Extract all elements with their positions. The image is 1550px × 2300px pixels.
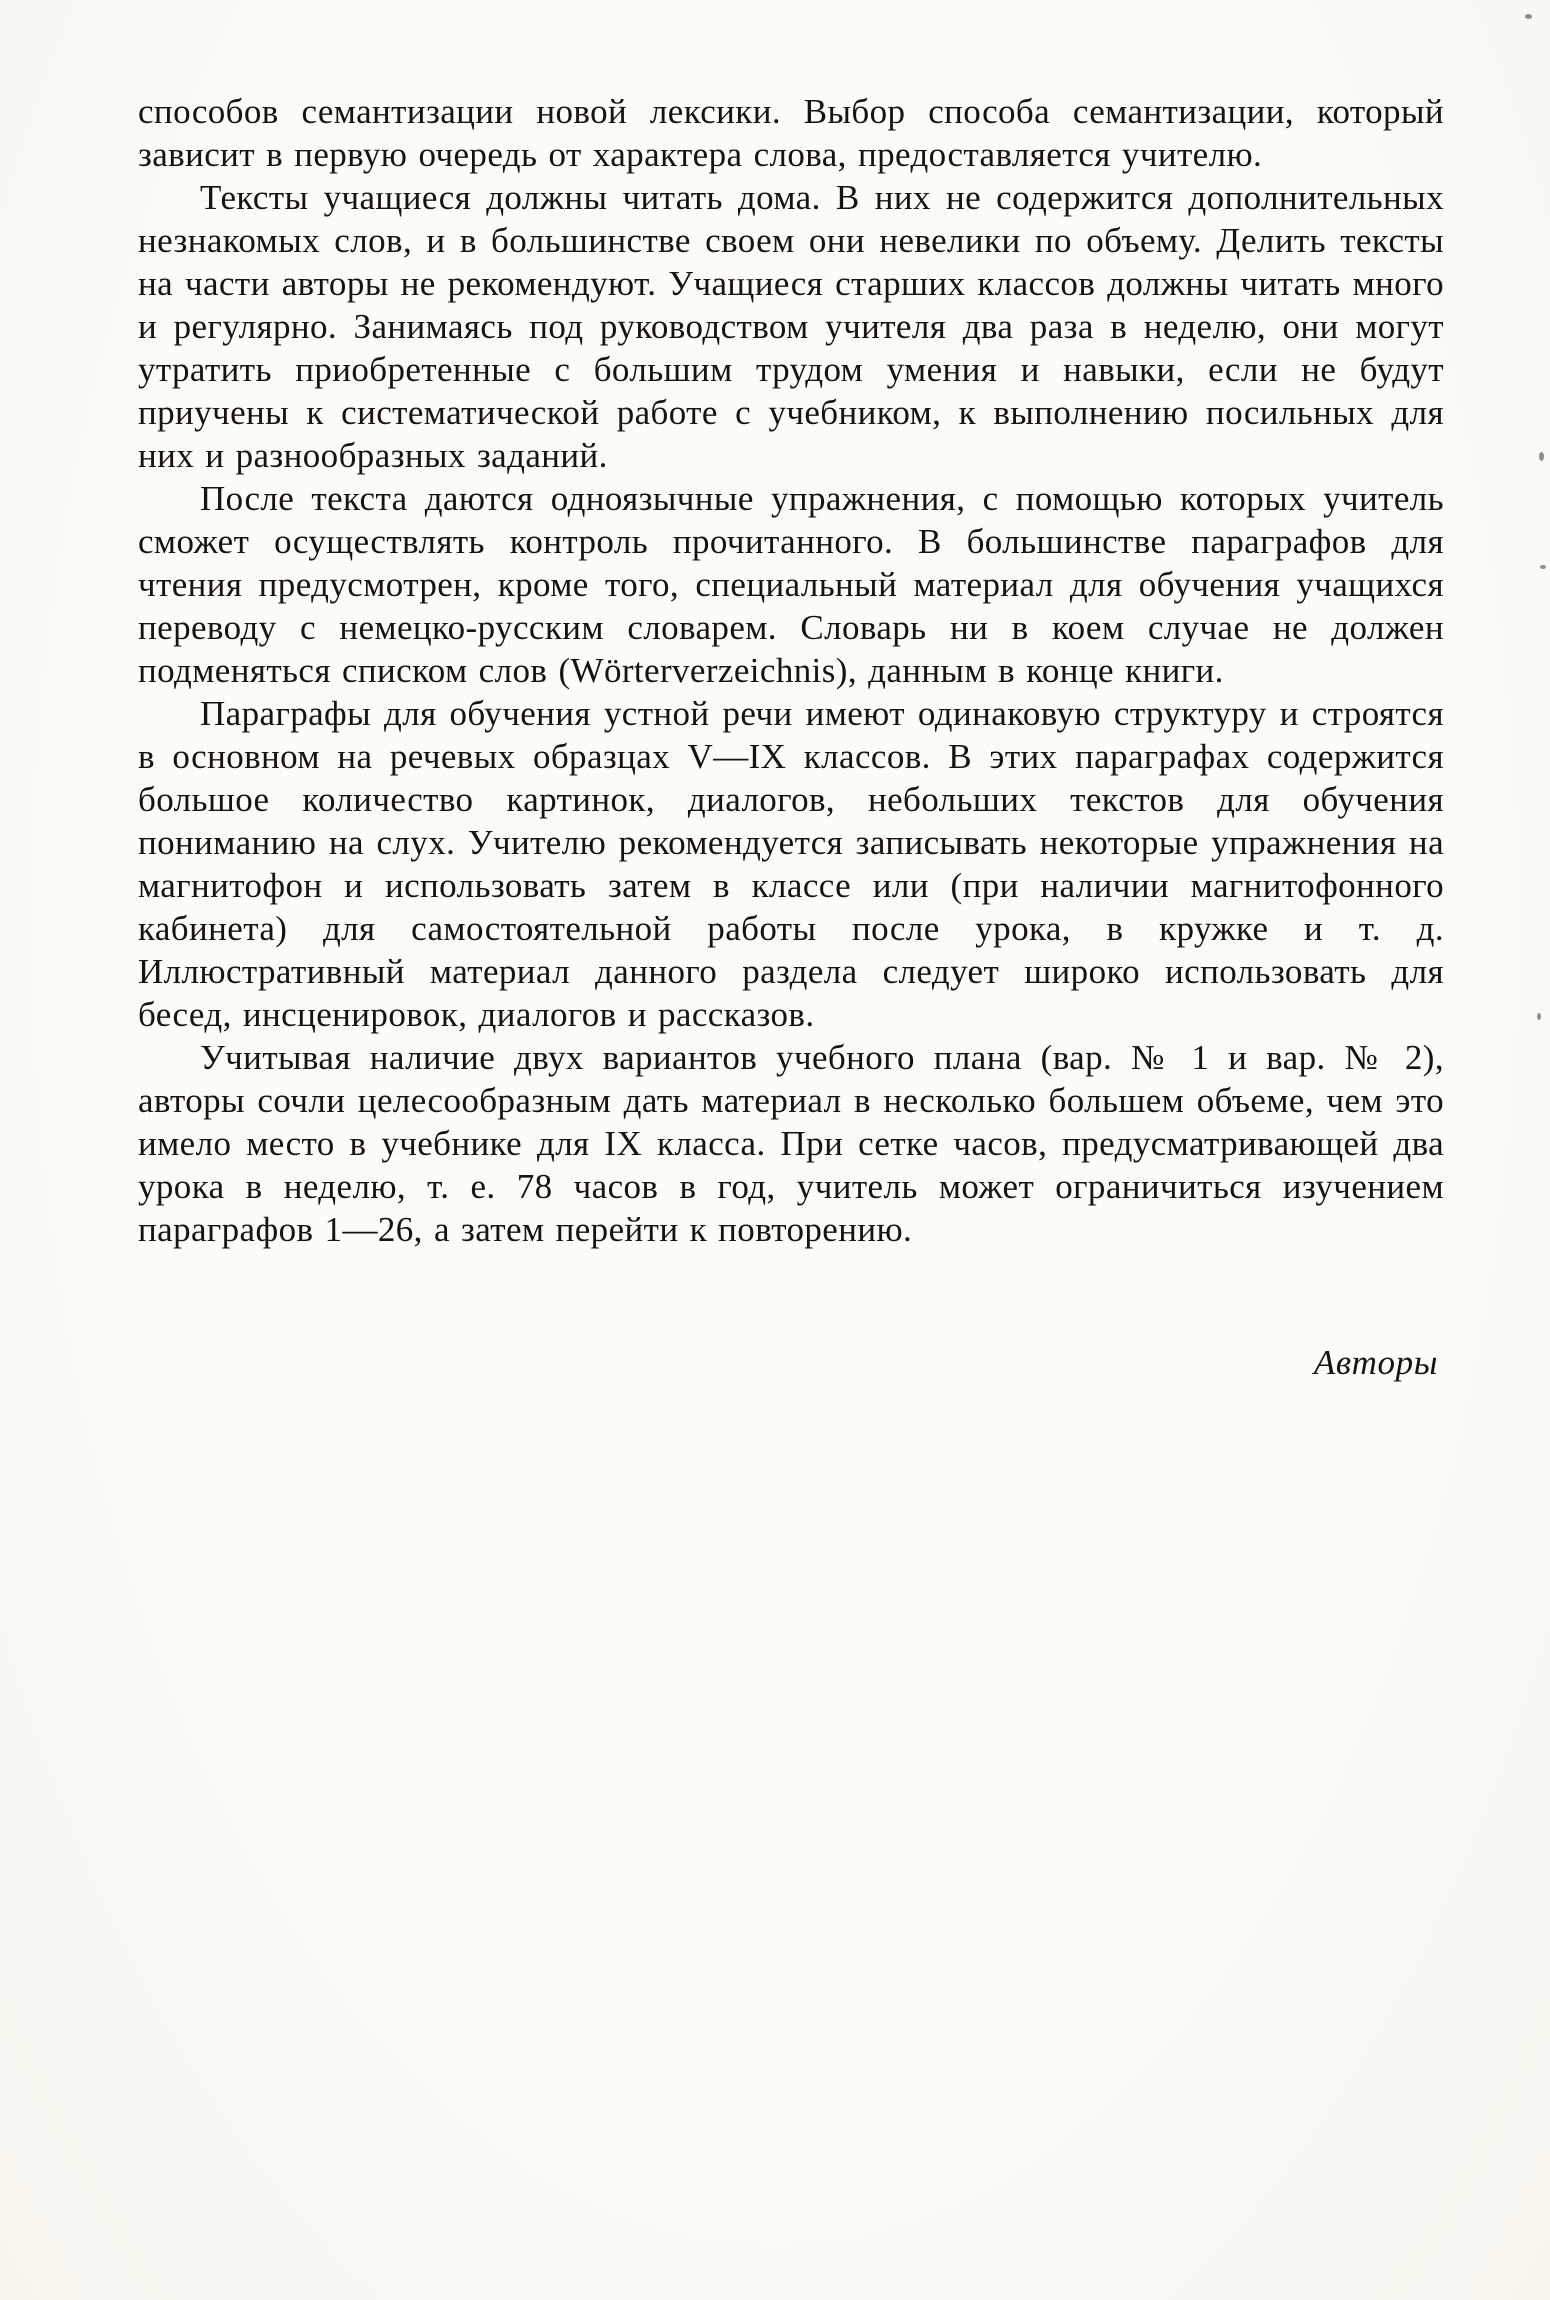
paragraph-oral-speech: Параграфы для обучения устной речи имеют одинаковую структуру и строятся в основном на речевых образцах V—IX классов. В этих параграфах содержится большое количество картинок, диалогов, небольших текстов для обучения пониманию на слух. Учителю рекомендуется записывать некоторые упражнения на магнитофон и использовать затем в классе или (при наличии магнитофонного кабинета) для самостоятельной работы после урока, в кружке и т. д. Иллюстративный материал данного раздела следует широко использовать для бесед, инсценировок, диалогов и рассказов. [138, 694, 1444, 1034]
scan-speckle [1525, 14, 1532, 19]
scan-speckle [1540, 565, 1546, 569]
scan-speckle [1537, 1013, 1541, 1020]
paragraph-exercises: После текста даются одноязычные упражнения, с помощью которых учитель сможет осуществлять контроль прочитанного. В большинстве параграфов для чтения предусмотрен, кроме того, специальный материал для обучения учащихся переводу с немецко-русским словарем. Словарь ни в коем случае не должен подменяться списком слов (Wörterverzeichnis), данным в конце книги. [138, 479, 1444, 690]
paragraph-curriculum-variants: Учитывая наличие двух вариантов учебного плана (вар. № 1 и вар. № 2), авторы сочли целесообразным дать материал в несколько большем объеме, чем это имело место в учебнике для IX класса. При сетке часов, предусматривающей два урока в неделю, т. е. 78 часов в год, учитель может ограничиться изучением параграфов 1—26, а затем перейти к повторению. [138, 1038, 1444, 1249]
scan-speckle [1539, 452, 1544, 461]
authors-signature: Авторы [1313, 1343, 1438, 1382]
text-block [138, 90, 1444, 1383]
paragraph-continuation: способов семантизации новой лексики. Выбор способа семантизации, который зависит в первую очередь от характера слова, предоставляется учителю. [138, 92, 1444, 174]
paragraph-texts-reading: Тексты учащиеся должны читать дома. В них не содержится дополнительных незнакомых слов, и в большинстве своем они невелики по объему. Делить тексты на части авторы не рекомендуют. Учащиеся старших классов должны читать много и регулярно. Занимаясь под руководством учителя два раза в неделю, они могут утратить приобретенные с большим трудом умения и навыки, если не будут приучены к систематической работе с учебником, к выполнению посильных для них и разнообразных заданий. [138, 178, 1444, 475]
